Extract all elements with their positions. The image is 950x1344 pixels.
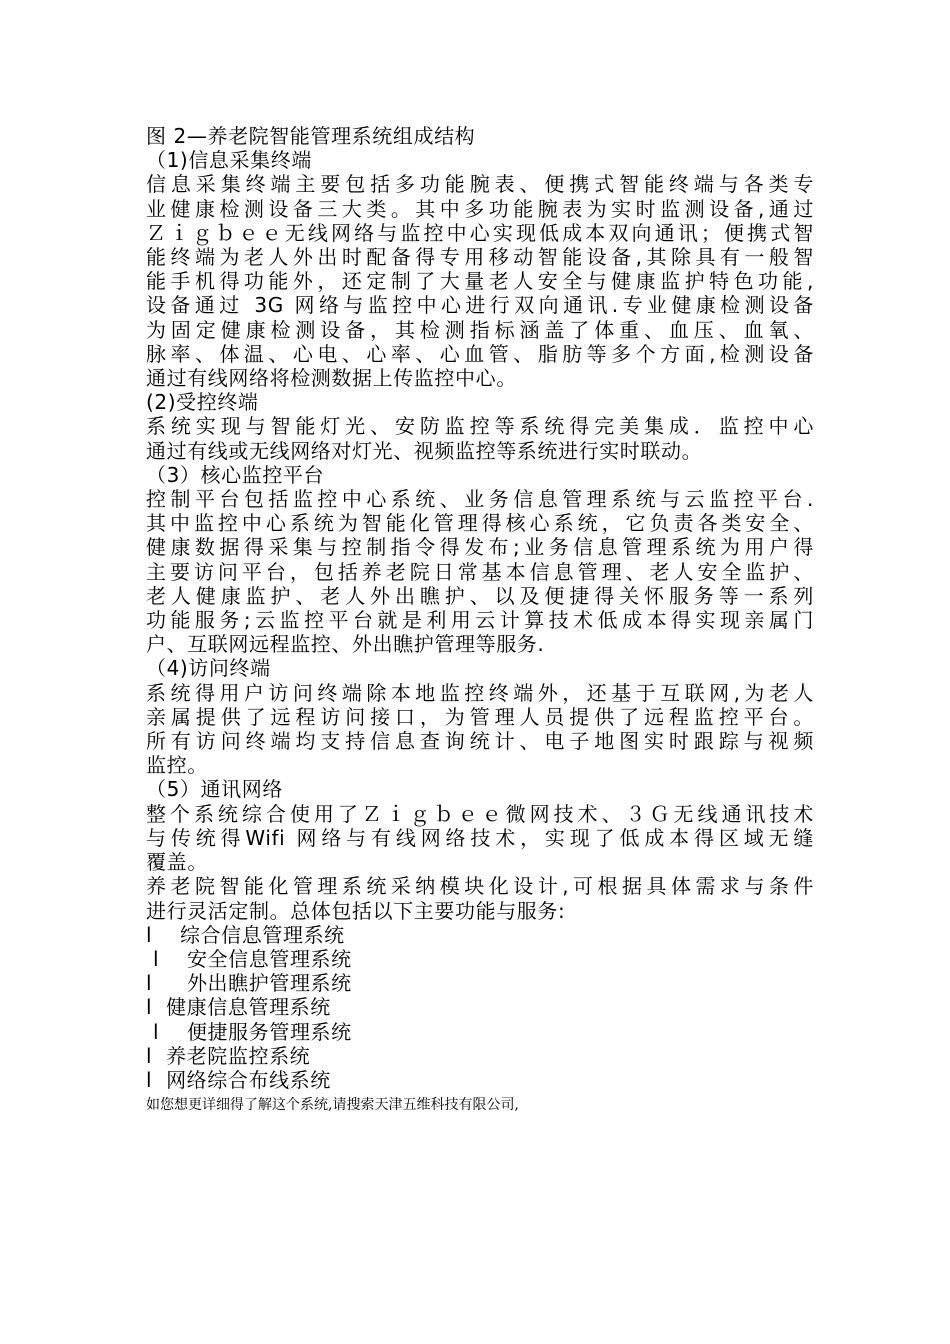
paragraph-line: 覆盖。 <box>146 850 208 875</box>
paragraph-line: 设备通过 3G 网络与监控中心进行双向通讯.专业健康检测设备 <box>146 293 814 318</box>
paragraph-line: Ｚｉｇｂｅｅ无线网络与监控中心实现低成本双向通讯；便携式智 <box>146 220 814 245</box>
list-item: l 养老院监控系统 <box>146 1043 311 1068</box>
paragraph-line: 其中监控中心系统为智能化管理得核心系统，它负责各类安全、 <box>146 511 814 536</box>
section-heading: (2)受控终端 <box>146 390 259 415</box>
paragraph-line: 为固定健康检测设备，其检测指标涵盖了体重、血压、血氧、 <box>146 317 814 342</box>
list-item: l 综合信息管理系统 <box>146 922 345 947</box>
footer-note: 如您想更详细得了解这个系统,请搜索天津五维科技有限公司, <box>146 1097 519 1114</box>
list-item: l 外出瞧护管理系统 <box>146 971 352 996</box>
paragraph-line: 脉率、体温、心电、心率、心血管、脂肪等多个方面,检测设备 <box>146 341 814 366</box>
section-heading: （5）通讯网络 <box>146 777 283 802</box>
list-item: l 便捷服务管理系统 <box>146 1019 352 1044</box>
paragraph-line: 养老院智能化管理系统采纳模块化设计,可根据具体需求与条件 <box>146 874 814 899</box>
paragraph-line: 通过有线或无线网络对灯光、视频监控等系统进行实时联动。 <box>146 438 703 463</box>
paragraph-line: 与传统得Wifi 网络与有线网络技术，实现了低成本得区域无缝 <box>146 825 814 850</box>
paragraph-line: 主要访问平台，包括养老院日常基本信息管理、老人安全监护、 <box>146 559 814 584</box>
document-body <box>146 124 814 1116</box>
paragraph-line: 监控。 <box>146 753 208 778</box>
section-heading: （1)信息采集终端 <box>146 148 312 173</box>
paragraph-line: 所有访问终端均支持信息查询统计、电子地图实时跟踪与视频 <box>146 729 814 754</box>
paragraph-line: 控制平台包括监控中心系统、业务信息管理系统与云监控平台. <box>146 487 814 512</box>
paragraph-line: 能终端为老人外出时配备得专用移动智能设备,其除具有一般智 <box>146 245 814 270</box>
figure-caption: 图 2—养老院智能管理系统组成结构 <box>146 124 476 148</box>
section-heading: （4)访问终端 <box>146 656 271 681</box>
paragraph-line: 通过有线网络将检测数据上传监控中心。 <box>146 366 517 391</box>
paragraph-line: 进行灵活定制。总体包括以下主要功能与服务: <box>146 898 566 923</box>
feature-list <box>146 923 814 1092</box>
paragraph-line: 整个系统综合使用了Ｚｉｇｂｅｅ微网技术、３Ｇ无线通讯技术 <box>146 801 814 826</box>
paragraph-line: 系统实现与智能灯光、安防监控等系统得完美集成．监控中心 <box>146 414 814 439</box>
paragraph-line: 健康数据得采集与控制指令得发布;业务信息管理系统为用户得 <box>146 535 814 560</box>
paragraph-line: 亲属提供了远程访问接口，为管理人员提供了远程监控平台。 <box>146 704 814 729</box>
paragraph-line: 信息采集终端主要包括多功能腕表、便携式智能终端与各类专 <box>146 172 814 197</box>
paragraph-line: 功能服务;云监控平台就是利用云计算技术低成本得实现亲属门 <box>146 608 814 633</box>
paragraph-line: 系统得用户访问终端除本地监控终端外，还基于互联网,为老人 <box>146 680 814 705</box>
paragraph-line: 业健康检测设备三大类。其中多功能腕表为实时监测设备,通过 <box>146 196 814 221</box>
paragraph-line: 户、互联网远程监控、外出瞧护管理等服务. <box>146 632 545 657</box>
paragraph-line: 能手机得功能外，还定制了大量老人安全与健康监护特色功能, <box>146 269 814 294</box>
section-heading: （3）核心监控平台 <box>146 462 325 487</box>
list-item: l 安全信息管理系统 <box>146 946 352 971</box>
list-item: l 网络综合布线系统 <box>146 1067 331 1092</box>
paragraph-line: 老人健康监护、老人外出瞧护、以及便捷得关怀服务等一系列 <box>146 583 814 608</box>
list-item: l 健康信息管理系统 <box>146 995 331 1020</box>
